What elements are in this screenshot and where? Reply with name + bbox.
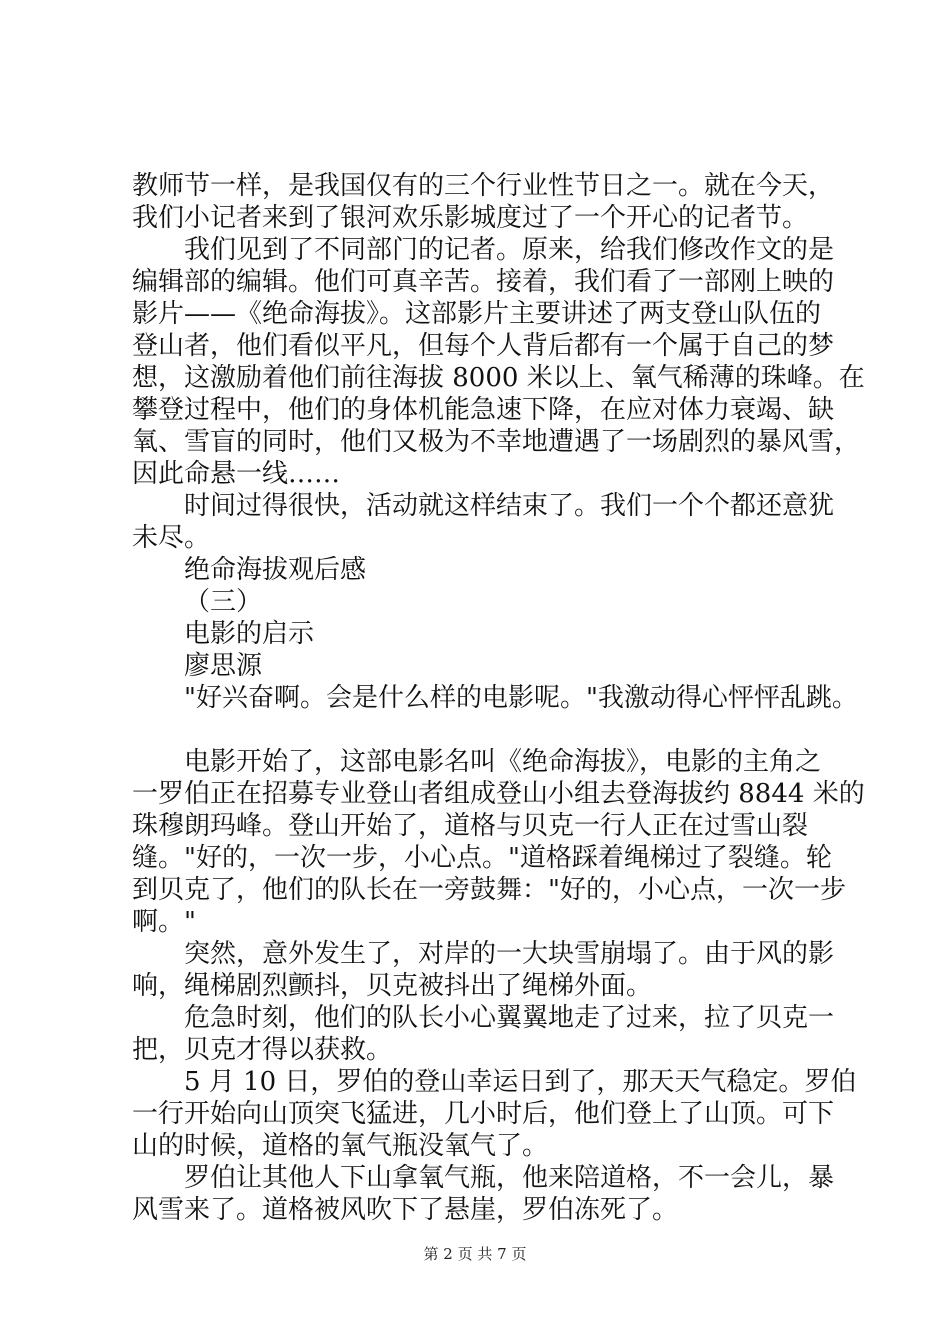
text-line: "好兴奋啊。会是什么样的电影呢。"我激动得心怦怦乱跳。 — [184, 683, 858, 713]
article-title: 电影的启示 — [184, 619, 315, 649]
text-line: 教师节一样，是我国仅有的三个行业性节日之一。就在今天， — [132, 171, 835, 201]
text-line: 未尽。 — [132, 523, 211, 553]
text-line: 想，这激励着他们前往海拔 8000 米以上、氧气稀薄的珠峰。在 — [132, 363, 865, 393]
text-line: 罗伯让其他人下山拿氧气瓶，他来陪道格，不一会儿，暴 — [184, 1163, 835, 1193]
text-line: 一行开始向山顶突飞猛进，几小时后，他们登上了山顶。可下 — [132, 1099, 835, 1129]
section-number: （三） — [184, 587, 263, 617]
text-line: 电影开始了，这部电影名叫《绝命海拔》，电影的主角之 — [184, 747, 822, 777]
text-line: 珠穆朗玛峰。登山开始了，道格与贝克一行人正在过雪山裂 — [132, 811, 809, 841]
text-line: 因此命悬一线…… — [132, 459, 341, 489]
text-line: 我们见到了不同部门的记者。原来，给我们修改作文的是 — [184, 235, 835, 265]
text-line: 一罗伯正在招募专业登山者组成登山小组去登海拔约 8844 米的 — [132, 779, 865, 809]
text-line: 时间过得很快，活动就这样结束了。我们一个个都还意犹 — [184, 491, 835, 521]
author-name: 廖思源 — [184, 651, 263, 681]
document-body — [132, 170, 865, 1226]
text-line: 啊。" — [132, 907, 196, 937]
text-line: 把，贝克才得以获救。 — [132, 1035, 393, 1065]
text-line: 登山者，他们看似平凡，但每个人背后都有一个属于自己的梦 — [132, 331, 835, 361]
paragraph-gap — [132, 714, 837, 746]
text-line: 突然，意外发生了，对岸的一大块雪崩塌了。由于风的影 — [184, 939, 835, 969]
text-line: 影片——《绝命海拔》。这部影片主要讲述了两支登山队伍的 — [132, 299, 822, 329]
text-line: 我们小记者来到了银河欢乐影城度过了一个开心的记者节。 — [132, 203, 809, 233]
text-line: 5 月 10 日，罗伯的登山幸运日到了，那天天气稳定。罗伯 — [184, 1067, 857, 1097]
text-line: 缝。"好的，一次一步，小心点。"道格踩着绳梯过了裂缝。轮 — [132, 843, 832, 873]
text-line: 响，绳梯剧烈颤抖，贝克被抖出了绳梯外面。 — [132, 971, 653, 1001]
text-line: 攀登过程中，他们的身体机能急速下降，在应对体力衰竭、缺 — [132, 395, 835, 425]
text-line: 编辑部的编辑。他们可真辛苦。接着，我们看了一部刚上映的 — [132, 267, 835, 297]
text-line: 到贝克了，他们的队长在一旁鼓舞："好的，小心点，一次一步 — [132, 875, 846, 905]
section-title: 绝命海拔观后感 — [184, 555, 367, 585]
page-footer — [0, 1244, 950, 1264]
text-line: 氧、雪盲的同时，他们又极为不幸地遭遇了一场剧烈的暴风雪， — [132, 427, 861, 457]
page-number: 第 2 页 共 7 页 — [423, 1245, 527, 1263]
text-line: 风雪来了。道格被风吹下了悬崖，罗伯冻死了。 — [132, 1195, 679, 1225]
text-line: 山的时候，道格的氧气瓶没氧气了。 — [132, 1131, 549, 1161]
text-line: 危急时刻，他们的队长小心翼翼地走了过来，拉了贝克一 — [184, 1003, 835, 1033]
